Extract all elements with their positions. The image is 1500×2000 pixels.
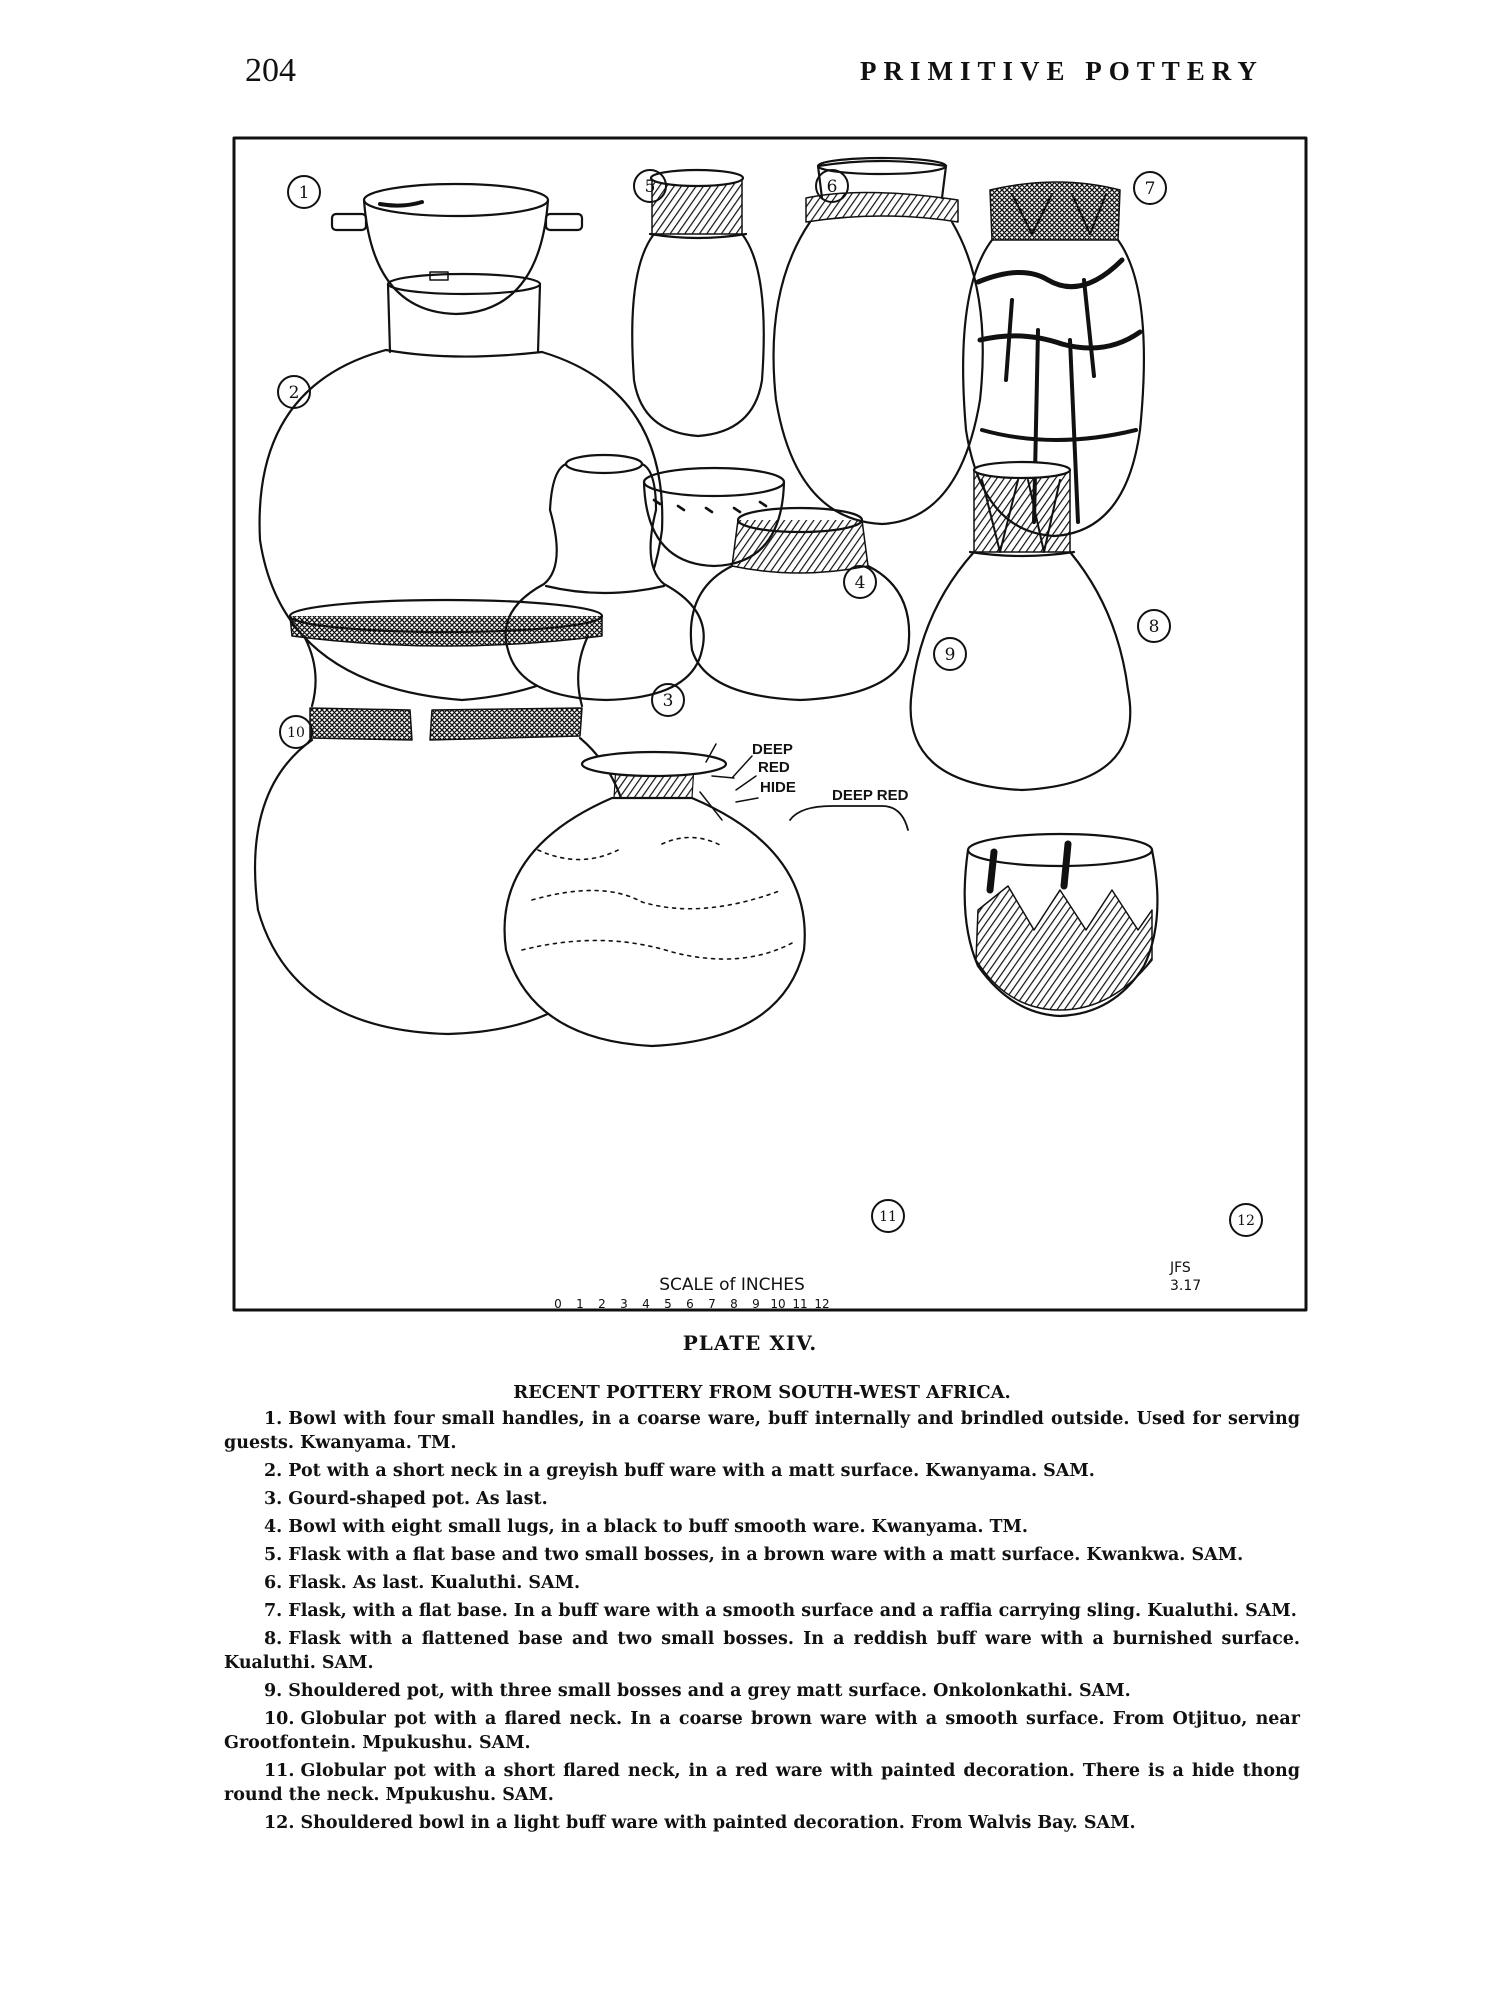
figure-number-12: 12 — [1237, 1213, 1255, 1229]
caption-item-text: Flask with a flat base and two small bosses, in a brown ware with a matt surface. Kwankwa. SAM. — [288, 1545, 1244, 1565]
caption-item-number: 6. — [264, 1573, 283, 1593]
scale-tick-5: 5 — [664, 1297, 672, 1311]
caption-item-number: 7. — [264, 1601, 283, 1621]
page-number: 204 — [245, 52, 296, 89]
scale-tick-4: 4 — [642, 1297, 650, 1311]
caption-item — [224, 1811, 1300, 1835]
caption-item — [224, 1487, 1300, 1511]
annotation-deep: DEEP — [752, 741, 793, 758]
caption-item — [224, 1707, 1300, 1755]
caption-item-number: 5. — [264, 1545, 283, 1565]
scale-label: SCALE of INCHES — [659, 1275, 805, 1295]
caption-item-text: Globular pot with a short flared neck, in a red ware with painted decoration. There is a hide thong round the neck. Mpukushu. SAM. — [224, 1761, 1300, 1805]
pot-3-gourd — [506, 455, 704, 700]
caption-item-text: Flask, with a flat base. In a buff ware with a smooth surface and a raffia carrying sling. Kualuthi. SAM. — [288, 1601, 1297, 1621]
figure-number-8: 8 — [1148, 617, 1160, 637]
figure-number-10: 10 — [287, 725, 305, 741]
figure-number-7: 7 — [1144, 179, 1156, 199]
figure-number-6: 6 — [826, 177, 838, 197]
caption-item-text: Shouldered bowl in a light buff ware with painted decoration. From Walvis Bay. SAM. — [300, 1813, 1136, 1833]
figure-number-2: 2 — [288, 383, 300, 403]
annotation-leaders-11 — [732, 756, 758, 802]
figure-number-5: 5 — [644, 177, 656, 197]
figure-number-3: 3 — [662, 691, 674, 711]
scale-tick-3: 3 — [620, 1297, 628, 1311]
caption-item-number: 3. — [264, 1489, 283, 1509]
scale-tick-2: 2 — [598, 1297, 606, 1311]
caption-item — [224, 1627, 1300, 1675]
caption-item — [224, 1571, 1300, 1595]
caption-item-text: Gourd-shaped pot. As last. — [288, 1489, 548, 1509]
caption-item — [224, 1459, 1300, 1483]
pottery-plate-illustration — [222, 130, 1318, 1320]
annotation-leader-12 — [790, 806, 908, 830]
figure-number-9: 9 — [944, 645, 956, 665]
caption-item-number: 10. — [264, 1709, 295, 1729]
annotation-red: RED — [758, 759, 790, 776]
caption-heading: RECENT POTTERY FROM SOUTH-WEST AFRICA. — [513, 1382, 1011, 1403]
caption-item — [224, 1543, 1300, 1567]
caption-item-number: 8. — [264, 1629, 283, 1649]
scale-tick-6: 6 — [686, 1297, 694, 1311]
caption-item-number: 9. — [264, 1681, 283, 1701]
scale-tick-1: 1 — [576, 1297, 584, 1311]
caption-item-text: Flask with a flattened base and two small bosses. In a reddish buff ware with a burnished surface. Kualuthi. SAM. — [224, 1629, 1300, 1673]
caption-item — [224, 1679, 1300, 1703]
pot-9-shouldered — [691, 508, 909, 700]
caption-item — [224, 1759, 1300, 1807]
caption-item-text: Shouldered pot, with three small bosses and a grey matt surface. Onkolonkathi. SAM. — [288, 1681, 1131, 1701]
caption-item — [224, 1407, 1300, 1455]
pot-5-flask — [632, 170, 764, 436]
pot-12-shouldered-bowl — [965, 834, 1158, 1016]
running-title: PRIMITIVE POTTERY — [860, 56, 1264, 86]
scale-tick-7: 7 — [708, 1297, 716, 1311]
figure-number-11: 11 — [879, 1209, 897, 1225]
caption-item-text: Flask. As last. Kualuthi. SAM. — [288, 1573, 581, 1593]
annotation-deep-red: DEEP RED — [832, 787, 909, 804]
figure-number-circles — [278, 170, 1262, 1236]
caption-item-text: Bowl with four small handles, in a coarse ware, buff internally and brindled outside. Used for serving guests. Kwanyama. TM. — [224, 1409, 1300, 1453]
pot-6-flask — [774, 158, 983, 524]
caption-item-text: Pot with a short neck in a greyish buff ware with a matt surface. Kwanyama. SAM. — [288, 1461, 1095, 1481]
figure-number-1: 1 — [298, 183, 310, 203]
caption-item-number: 1. — [264, 1409, 283, 1429]
caption-item-number: 12. — [264, 1813, 295, 1833]
scale-tick-11: 11 — [792, 1297, 808, 1311]
scale-tick-8: 8 — [730, 1297, 738, 1311]
artist-signature: JFS — [1170, 1260, 1191, 1276]
annotation-hide: HIDE — [760, 779, 796, 796]
caption-item-text: Bowl with eight small lugs, in a black to buff smooth ware. Kwanyama. TM. — [288, 1517, 1029, 1537]
scale-tick-12: 12 — [814, 1297, 830, 1311]
scale-tick-10: 10 — [770, 1297, 786, 1311]
artist-signature-date: 3.17 — [1170, 1278, 1202, 1294]
caption-item-number: 11. — [264, 1761, 295, 1781]
caption-item-number: 4. — [264, 1517, 283, 1537]
caption-item — [224, 1599, 1300, 1623]
caption-item-number: 2. — [264, 1461, 283, 1481]
plate-title: PLATE XIV. — [682, 1331, 818, 1355]
figure-number-4: 4 — [854, 573, 866, 593]
caption-item — [224, 1515, 1300, 1539]
caption-block — [224, 1381, 1300, 1839]
scale-tick-0: 0 — [554, 1297, 562, 1311]
caption-item-text: Globular pot with a flared neck. In a coarse brown ware with a smooth surface. From Otjituo, near Grootfontein. Mpukushu. SAM. — [224, 1709, 1300, 1753]
scale-tick-9: 9 — [752, 1297, 760, 1311]
pot-8-flask — [911, 462, 1131, 790]
